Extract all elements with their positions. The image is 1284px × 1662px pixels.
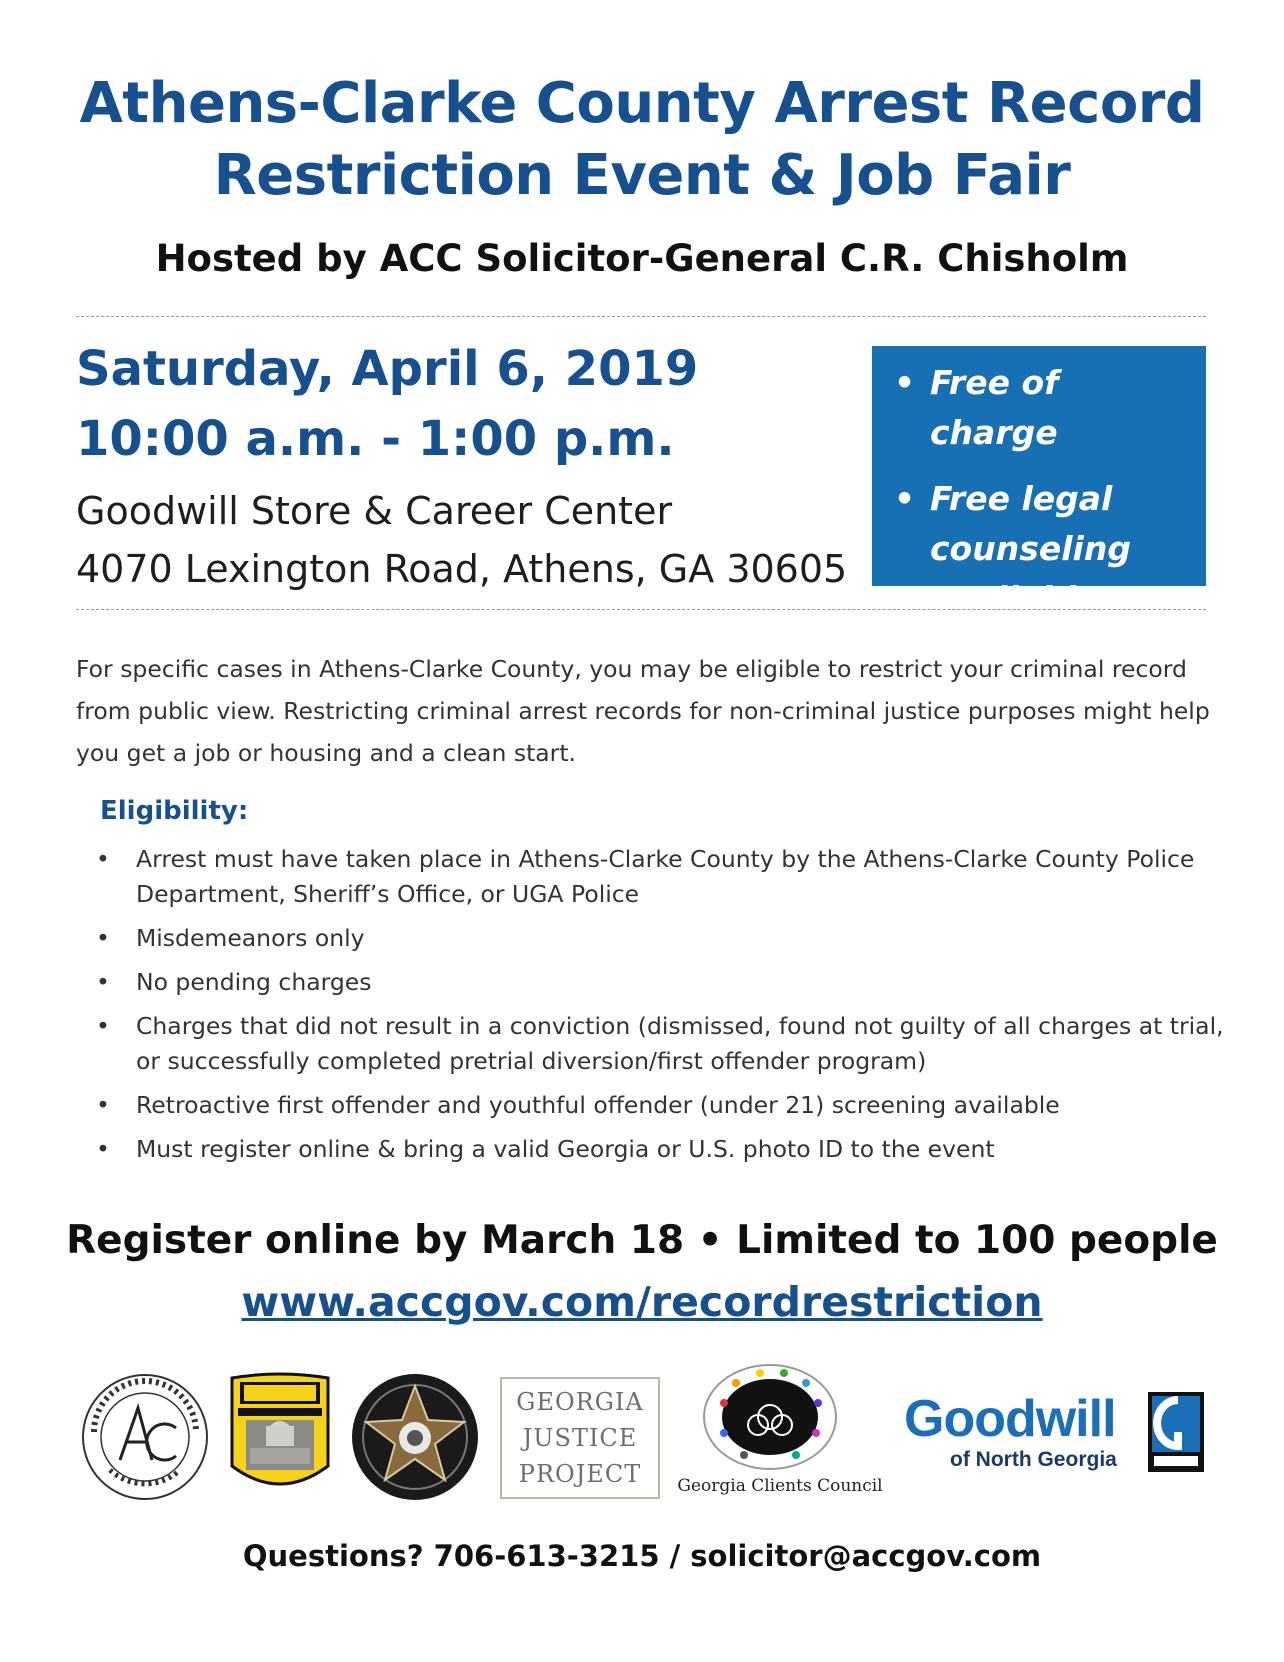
bullet-icon: •	[96, 924, 110, 952]
georgia-clients-council-label: Georgia Clients Council	[677, 1476, 883, 1496]
divider-bottom	[76, 609, 1206, 610]
highlights-box	[872, 346, 1206, 618]
event-time: 10:00 a.m. - 1:00 p.m.	[76, 411, 675, 467]
hosted-by: Hosted by ACC Solicitor-General C.R. Chisholm	[155, 237, 1129, 280]
title-line-2: Restriction Event & Job Fair	[213, 143, 1071, 208]
gjp-line: PROJECT	[518, 1460, 642, 1488]
intro-paragraph: For specific cases in Athens-Clarke County, you may be eligible to restrict your criminal record from public view. Restricting criminal arrest records for non-criminal justice purposes might help you get a job or housing and a clean start.	[76, 655, 1210, 767]
eligibility-item	[94, 1009, 1224, 1079]
eligibility-text: Retroactive first offender and youthful offender (under 21) screening available	[136, 1091, 1060, 1119]
eligibility-heading: Eligibility:	[100, 796, 249, 826]
gjp-line: JUSTICE	[522, 1424, 638, 1452]
eligibility-item	[94, 965, 1224, 1000]
georgia-justice-project-logo	[500, 1377, 660, 1499]
title-line-1: Athens-Clarke County Arrest Record	[79, 71, 1205, 136]
goodwill-smiling-g-icon	[1148, 1392, 1204, 1472]
eligibility-text: Charges that did not result in a conviction (dismissed, found not guilty of all charges at trial, or successfully completed pretrial diversion/first offender program)	[136, 1012, 1224, 1075]
highlight-text: Free of charge	[930, 363, 1059, 452]
georgia-clients-council-emblem-icon	[700, 1363, 840, 1475]
event-date: Saturday, April 6, 2019	[76, 341, 699, 397]
highlights-list	[890, 358, 1190, 624]
police-badge-icon	[226, 1370, 334, 1502]
bullet-icon: •	[96, 968, 110, 996]
contact-questions: Questions? 706-613-3215 / solicitor@accgov.com	[242, 1539, 1042, 1573]
bullet-icon: •	[96, 1012, 110, 1040]
register-headline: Register online by March 18 • Limited to 100 people	[66, 1218, 1218, 1263]
registration-url	[0, 1275, 1284, 1329]
eligibility-text: Misdemeanors only	[136, 924, 365, 952]
bullet-icon: •	[894, 363, 916, 402]
eligibility-text: Arrest must have taken place in Athens-Clarke County by the Athens-Clarke County Police Department, Sheriff’s Office, or UGA Police	[136, 845, 1195, 908]
bullet-icon: •	[96, 1091, 110, 1119]
athens-clarke-county-seal-icon	[80, 1372, 210, 1502]
divider-top	[76, 316, 1206, 317]
highlight-text: Free legal counseling available	[930, 479, 1131, 618]
gjp-line: GEORGIA	[516, 1388, 644, 1416]
eligibility-item	[94, 921, 1224, 956]
bullet-icon: •	[96, 845, 110, 873]
highlight-item	[890, 474, 1190, 624]
goodwill-wordmark: Goodwill	[904, 1390, 1116, 1448]
eligibility-text: No pending charges	[136, 968, 372, 996]
sheriff-star-badge-icon	[350, 1372, 480, 1502]
highlight-item	[890, 358, 1190, 458]
bullet-icon: •	[894, 479, 916, 518]
eligibility-item	[94, 1132, 1224, 1167]
eligibility-list	[94, 842, 1224, 1176]
event-venue: Goodwill Store & Career Center	[76, 489, 673, 533]
event-title	[0, 68, 1284, 212]
eligibility-text: Must register online & bring a valid Georgia or U.S. photo ID to the event	[136, 1135, 995, 1163]
eligibility-item	[94, 1088, 1224, 1123]
registration-link[interactable]: www.accgov.com/recordrestriction	[241, 1278, 1043, 1326]
eligibility-item	[94, 842, 1224, 912]
event-address: 4070 Lexington Road, Athens, GA 30605	[76, 547, 848, 591]
bullet-icon: •	[96, 1135, 110, 1163]
goodwill-subtitle: of North Georgia	[950, 1448, 1117, 1471]
